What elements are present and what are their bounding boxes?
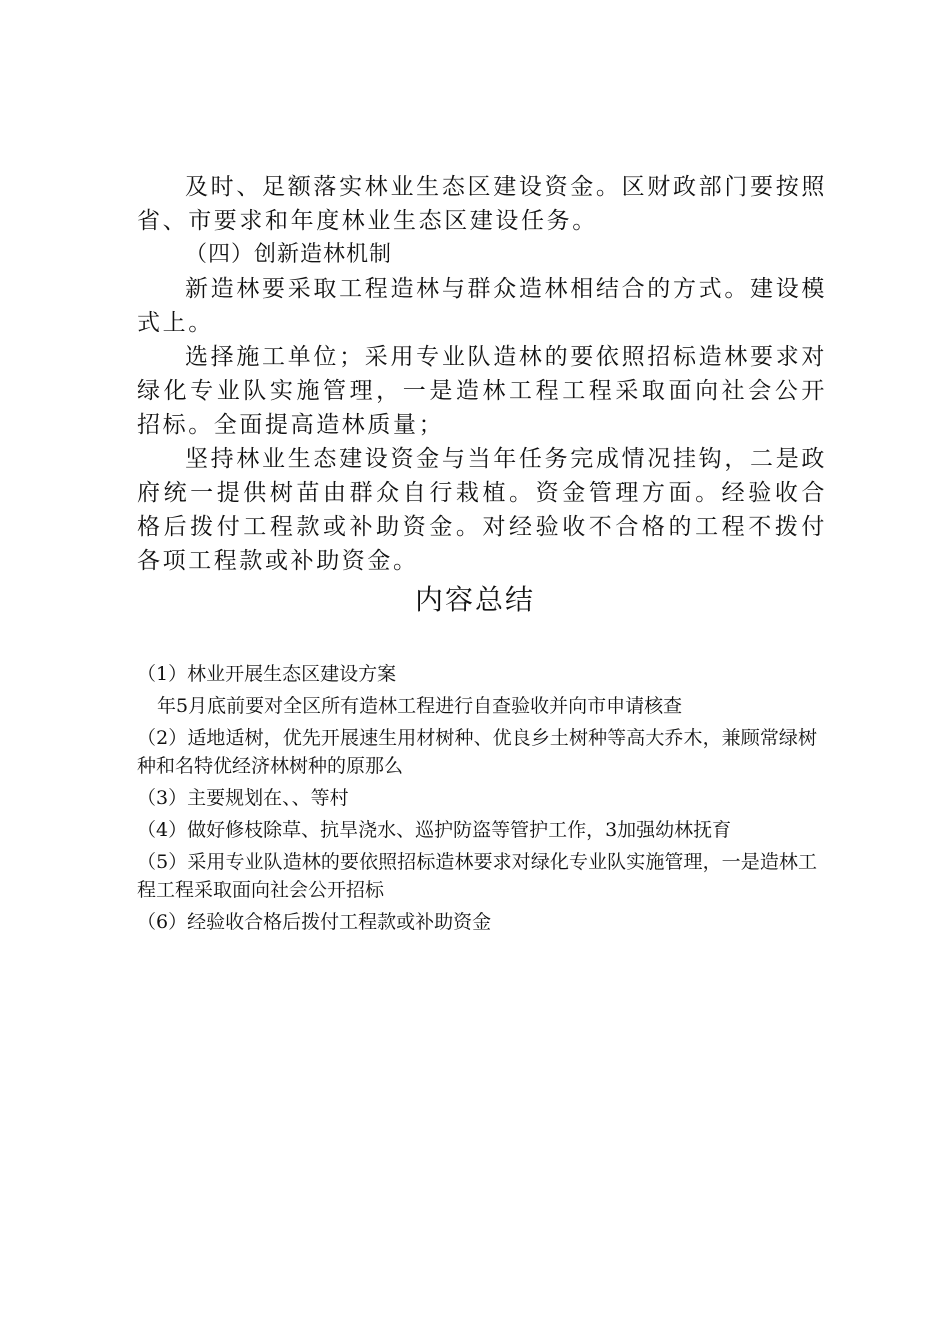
summary-title: 内容总结 bbox=[414, 583, 535, 616]
summary-item-2: （2）适地适树，优先开展速生用材树种、优良乡土树种等高大乔木，兼顾常绿树种和名特优经济林树种的原那么 bbox=[137, 727, 817, 777]
section-heading-innovation: （四）创新造林机制 bbox=[185, 242, 393, 267]
body-text bbox=[137, 170, 827, 578]
summary-item-1-note: 年5月底前要对全区所有造林工程进行自查验收并向市申请核查 bbox=[157, 695, 683, 717]
paragraph-afforestation-mode: 新造林要采取工程造林与群众造林相结合的方式。建设模式上。 bbox=[137, 276, 827, 336]
summary-item-1: （1）林业开展生态区建设方案 bbox=[137, 663, 397, 685]
paragraph-construction-unit: 选择施工单位；采用专业队造林的要依照招标造林要求对绿化专业队实施管理，一是造林工程工程采取面向社会公开招标。全面提高造林质量； bbox=[137, 344, 827, 438]
paragraph-funding: 及时、足额落实林业生态区建设资金。区财政部门要按照省、市要求和年度林业生态区建设任务。 bbox=[137, 174, 827, 234]
summary-item-4: （4）做好修枝除草、抗旱浇水、巡护防盗等管护工作，3加强幼林抚育 bbox=[137, 819, 732, 841]
summary-item-5: （5）采用专业队造林的要依照招标造林要求对绿化专业队实施管理，一是造林工程工程采取面向社会公开招标 bbox=[137, 851, 817, 901]
summary-list bbox=[137, 660, 817, 940]
paragraph-fund-management: 坚持林业生态建设资金与当年任务完成情况挂钩，二是政府统一提供树苗由群众自行栽植。资金管理方面。经验收合格后拨付工程款或补助资金。对经验收不合格的工程不拨付各项工程款或补助资金。 bbox=[137, 446, 827, 574]
summary-item-6: （6）经验收合格后拨付工程款或补助资金 bbox=[137, 911, 492, 933]
summary-item-3: （3）主要规划在、、等村 bbox=[137, 787, 349, 809]
